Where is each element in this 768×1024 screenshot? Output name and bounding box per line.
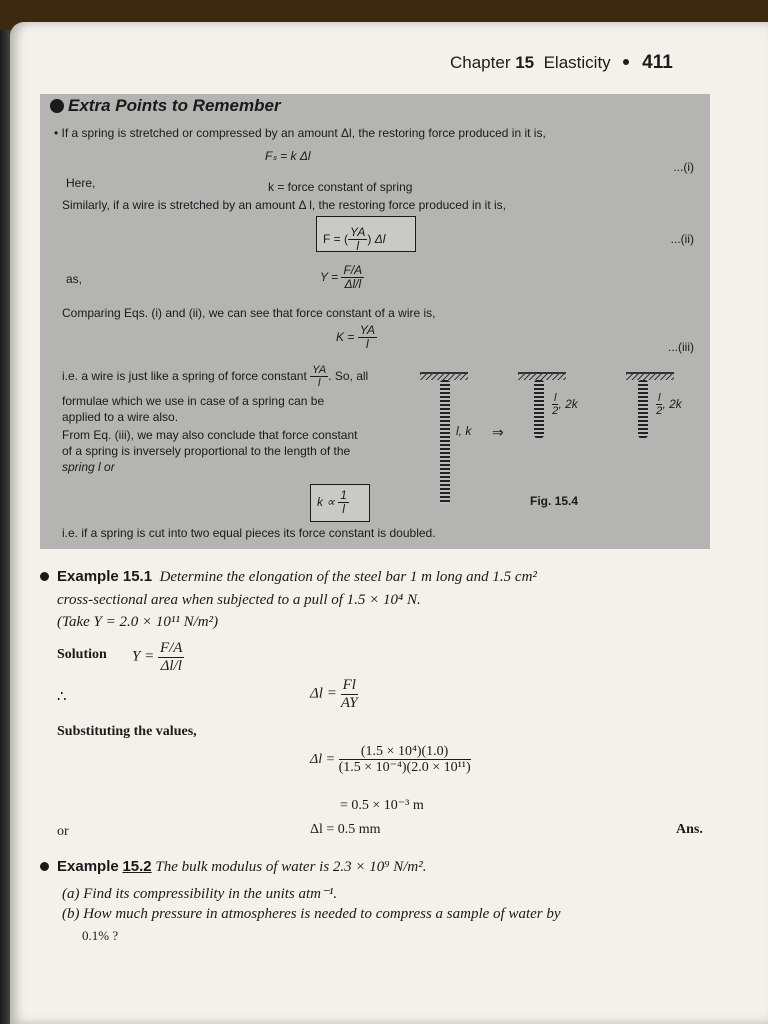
figure-label-half-1 (552, 392, 578, 417)
ceiling-3 (626, 372, 674, 380)
example-2-number: 15.2 (122, 858, 152, 875)
chapter-title: Elasticity (543, 53, 611, 72)
equation-4-lhs: K = (336, 329, 355, 344)
chapter-number: 15 (515, 53, 535, 72)
equation-4-number: ...(iii) (668, 340, 694, 354)
half-1-numerator: l (554, 392, 557, 404)
extra-points-box (40, 94, 710, 549)
figure-caption: Fig. 15.4 (530, 494, 579, 508)
box-title-text: Extra Points to Remember (68, 96, 281, 115)
example-2-question: The bulk modulus of water is 2.3 × 10⁹ N/m². (155, 859, 427, 875)
para-line-1-denominator: l (317, 377, 321, 390)
equation-3-lhs: Y = (320, 269, 339, 284)
equation-5 (317, 489, 349, 516)
half-2-numerator: l (658, 392, 661, 404)
equation-1: Fₛ = k Δl (265, 149, 311, 163)
ceiling-2 (518, 372, 566, 380)
equation-2-box (316, 216, 416, 252)
example-2-part-b-end: 0.1% ? (82, 928, 119, 943)
as-label: as, (66, 272, 83, 286)
half-2-k: , 2k (662, 396, 682, 411)
or-label: or (57, 824, 69, 839)
here-label: Here, (66, 176, 96, 190)
solution-label: Solution (57, 647, 107, 662)
solution-step-3-denominator: (1.5 × 10⁻⁴)(2.0 × 10¹¹) (338, 760, 471, 776)
solution-step-2-numerator: Fl (342, 677, 356, 693)
para-line-3: applied to a wire also. (62, 410, 179, 424)
solution-step-1-denominator: Δl/l (160, 657, 182, 674)
therefore-symbol: ∴ (57, 689, 67, 705)
example-1-question-1: Determine the elongation of the steel bar 1 m long and 1.5 cm² (159, 569, 537, 585)
para-line-6: spring l or (62, 460, 115, 474)
box-title (50, 96, 281, 116)
solution-step-2-denominator: AY (340, 694, 358, 711)
bullet-icon-2 (40, 862, 49, 871)
checkmark-icon (50, 99, 64, 113)
solution-step-1-numerator: F/A (159, 640, 183, 656)
page-header (450, 52, 673, 74)
para-line-1-end: . So, all (328, 368, 369, 383)
equation-3-denominator: Δl/l (344, 277, 362, 292)
equation-2: F = ( $\frac{YA}{l}$ ) Δl (323, 225, 386, 254)
solution-step-3 (310, 744, 471, 776)
para-line-5: of a spring is inversely proportional to the length of the (62, 444, 351, 458)
box-line-2: Similarly, if a wire is stretched by an amount Δ l, the restoring force produced in it is, (62, 198, 506, 212)
equation-4-numerator: YA (359, 323, 376, 337)
solution-step-2-lhs: Δl = (310, 685, 337, 702)
equation-4 (336, 324, 377, 351)
equation-2-numerator: YA (350, 225, 366, 239)
book-page (10, 22, 768, 1024)
solution-step-1 (132, 640, 184, 674)
example-1-question-3: (Take Y = 2.0 × 10¹¹ N/m²) (57, 614, 219, 630)
here-definition: k = force constant of spring (268, 180, 413, 194)
solution-step-3-numerator: (1.5 × 10⁴)(1.0) (339, 744, 471, 760)
box-line-1-text: If a spring is stretched or compressed by an amount Δl, the restoring force produced in it is, (61, 126, 546, 140)
para-line-1 (62, 364, 368, 389)
equation-2-number: ...(ii) (670, 232, 694, 246)
example-1-label: Example 15.1 (57, 568, 153, 585)
answer-label: Ans. (676, 822, 703, 837)
equation-2-denominator: l (356, 239, 360, 254)
box-line-3: Comparing Eqs. (i) and (ii), we can see that force constant of a wire is, (62, 306, 436, 320)
solution-step-5: Δl = 0.5 mm (310, 822, 381, 837)
spring-half-1 (534, 380, 544, 438)
example-1-question-2: cross-sectional area when subjected to a pull of 1.5 × 10⁴ N. (57, 592, 421, 608)
half-1-k: , 2k (558, 396, 578, 411)
separator-dot-icon (623, 59, 629, 65)
substituting-label: Substituting the values, (57, 724, 197, 739)
spring-full (440, 380, 450, 504)
equation-3 (320, 264, 364, 291)
half-1-denominator: 2 (552, 405, 559, 418)
equation-2-rhs: Δl (374, 231, 386, 246)
solution-step-3-lhs: Δl = (310, 752, 336, 768)
figure-label-half-2 (656, 392, 682, 417)
figure-label-lk: l, k (456, 424, 472, 438)
equation-1-number: ...(i) (673, 160, 694, 174)
example-2-part-b: (b) How much pressure in atmospheres is needed to compress a sample of water by (62, 906, 561, 922)
half-2-denominator: 2 (656, 405, 663, 418)
example-2-part-a: (a) Find its compressibility in the units atm⁻¹. (62, 886, 338, 902)
page-number: 411 (642, 52, 673, 73)
equation-5-lhs: k ∝ (317, 494, 335, 509)
para-line-4: From Eq. (iii), we may also conclude that force constant (62, 428, 358, 442)
ceiling-1 (420, 372, 468, 380)
example-1-line-1 (40, 568, 537, 586)
solution-step-1-lhs: Y = (132, 648, 155, 665)
equation-5-numerator: 1 (340, 488, 347, 502)
para-line-1-numerator: YA (312, 364, 327, 376)
box-last-line: i.e. if a spring is cut into two equal pieces its force constant is doubled. (62, 526, 436, 540)
equation-4-denominator: l (366, 337, 369, 352)
arrow-right-icon: ⇒ (492, 424, 504, 440)
spring-half-2 (638, 380, 648, 438)
example-2-line-1 (40, 858, 427, 876)
equation-3-numerator: F/A (343, 263, 363, 277)
chapter-label: Chapter (450, 53, 511, 72)
equation-5-denominator: l (342, 502, 345, 517)
equation-2-lhs: F = (323, 231, 341, 246)
equation-5-box (310, 484, 370, 522)
bullet-icon (40, 572, 49, 581)
box-line-1: • If a spring is stretched or compressed by an amount Δl, the restoring force produced in it is, (54, 126, 546, 140)
solution-step-2 (310, 677, 358, 711)
example-2-label: Example (57, 858, 119, 875)
solution-step-4: = 0.5 × 10⁻³ m (340, 798, 424, 813)
para-line-1-text: i.e. a wire is just like a spring of force constant (62, 368, 307, 383)
para-line-2: formulae which we use in case of a spring can be (62, 394, 325, 408)
